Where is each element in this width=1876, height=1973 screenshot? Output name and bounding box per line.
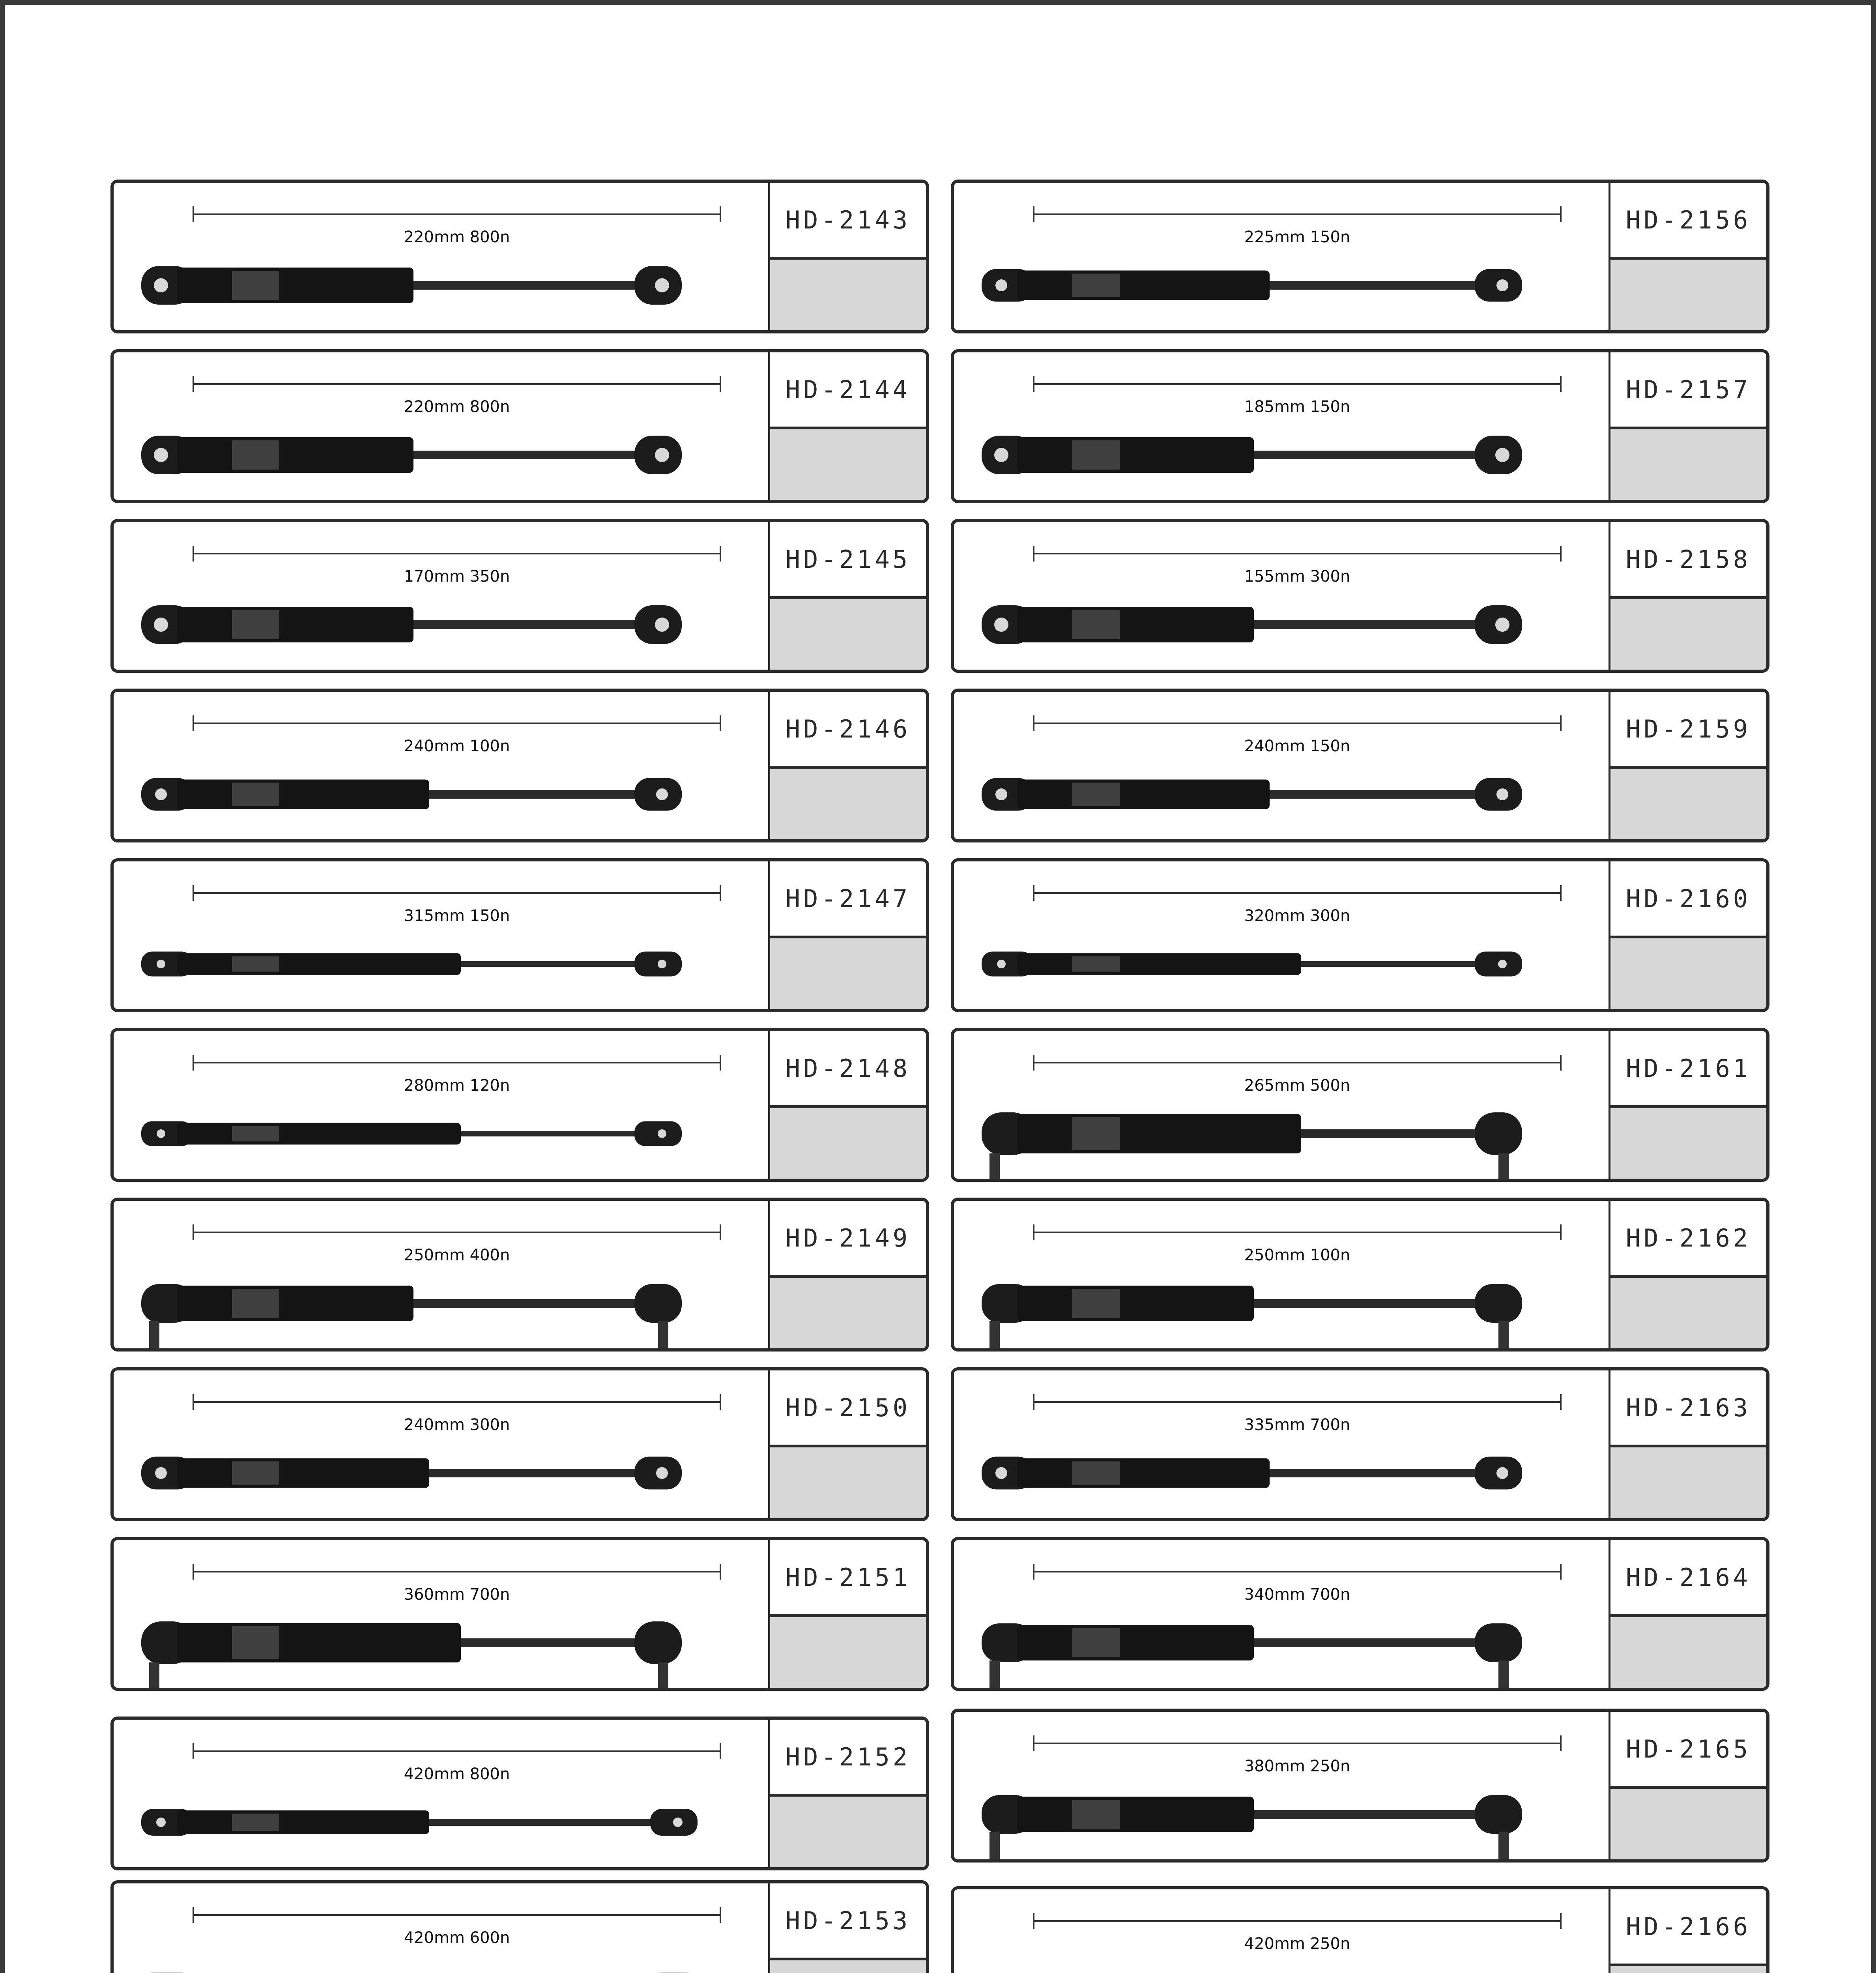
product-card [951, 349, 1769, 503]
gas-spring-image [954, 921, 1585, 1011]
gas-spring-image [954, 751, 1585, 842]
product-card [951, 180, 1769, 333]
part-number: HD-2156 [1625, 205, 1751, 234]
part-number-panel [1609, 1540, 1766, 1688]
length-force-spec: 220mm 800n [404, 398, 510, 416]
part-number-cell [770, 1883, 926, 1960]
length-force-spec: 280mm 120n [404, 1076, 510, 1095]
part-number: HD-2153 [785, 1906, 911, 1935]
dimension-line [1033, 376, 1562, 392]
gas-spring-image [114, 1779, 745, 1870]
length-force-spec: 360mm 700n [404, 1586, 510, 1604]
part-number: HD-2165 [1625, 1734, 1751, 1763]
dimension-line [1033, 546, 1562, 562]
product-card [110, 689, 929, 842]
product-card [110, 1717, 929, 1870]
part-number: HD-2145 [785, 545, 911, 574]
part-number: HD-2164 [1625, 1563, 1751, 1592]
product-card [110, 1537, 929, 1691]
dimension-line [193, 885, 721, 901]
page-border-right [1871, 0, 1876, 1973]
part-number-cell [770, 1720, 926, 1797]
product-card [110, 1028, 929, 1182]
length-force-spec: 155mm 300n [1244, 567, 1350, 586]
dimension-line [1033, 206, 1562, 222]
page-border-top [0, 0, 1876, 5]
product-card [110, 858, 929, 1012]
dimension-line [1033, 885, 1562, 901]
dimension-line [193, 206, 721, 222]
part-number-cell [1610, 522, 1766, 599]
part-number-panel [768, 1540, 926, 1688]
part-number-panel [1609, 692, 1766, 839]
part-number: HD-2161 [1625, 1054, 1751, 1083]
part-number: HD-2147 [785, 884, 911, 913]
gas-spring-image [954, 1430, 1585, 1520]
part-number-panel [1609, 522, 1766, 670]
length-force-spec: 320mm 300n [1244, 907, 1350, 925]
part-number-panel [768, 522, 926, 670]
part-number-cell [1610, 692, 1766, 769]
part-number-cell [770, 1031, 926, 1108]
product-card [951, 1537, 1769, 1691]
product-card [951, 1028, 1769, 1182]
part-number-panel [768, 1370, 926, 1518]
part-number-panel [768, 692, 926, 839]
part-number: HD-2162 [1625, 1223, 1751, 1252]
part-number-panel [1609, 1712, 1766, 1859]
gas-spring-image [114, 242, 745, 333]
part-number-panel [1609, 183, 1766, 330]
part-number-cell [770, 861, 926, 938]
part-number-cell [1610, 352, 1766, 429]
part-number: HD-2166 [1625, 1912, 1751, 1941]
gas-spring-image [114, 1090, 745, 1181]
dimension-line [1033, 715, 1562, 731]
part-number-panel [1609, 1201, 1766, 1348]
product-card [110, 1880, 929, 1973]
part-number-cell [770, 692, 926, 769]
part-number-cell [770, 183, 926, 260]
length-force-spec: 380mm 250n [1244, 1757, 1350, 1775]
part-number-panel [768, 861, 926, 1009]
dimension-line [1033, 1224, 1562, 1240]
product-card [951, 1709, 1769, 1863]
length-force-spec: 220mm 800n [404, 228, 510, 246]
dimension-line [193, 546, 721, 562]
product-card [951, 1198, 1769, 1352]
gas-spring-image [114, 1260, 745, 1351]
gas-spring-image [114, 751, 745, 842]
dimension-line [193, 715, 721, 731]
length-force-spec: 225mm 150n [1244, 228, 1350, 246]
part-number: HD-2158 [1625, 545, 1751, 574]
part-number: HD-2151 [785, 1563, 911, 1592]
part-number: HD-2152 [785, 1742, 911, 1771]
part-number: HD-2157 [1625, 375, 1751, 404]
product-card [951, 1886, 1769, 1973]
length-force-spec: 170mm 350n [404, 567, 510, 586]
part-number: HD-2146 [785, 714, 911, 743]
gas-spring-image [954, 1949, 1585, 1973]
gas-spring-image [954, 1090, 1585, 1181]
product-card [110, 1198, 929, 1352]
part-number-cell [1610, 1889, 1766, 1966]
part-number: HD-2160 [1625, 884, 1751, 913]
part-number-cell [1610, 1370, 1766, 1447]
part-number: HD-2163 [1625, 1393, 1751, 1422]
part-number-cell [770, 1370, 926, 1447]
gas-spring-image [954, 1599, 1585, 1690]
part-number-cell [770, 352, 926, 429]
dimension-line [193, 1055, 721, 1071]
part-number-panel [768, 183, 926, 330]
product-card [110, 1367, 929, 1521]
gas-spring-image [114, 921, 745, 1011]
dimension-line [193, 1564, 721, 1580]
part-number-panel [1609, 1031, 1766, 1179]
dimension-line [1033, 1913, 1562, 1929]
dimension-line [193, 1743, 721, 1759]
part-number-panel [768, 352, 926, 500]
length-force-spec: 185mm 150n [1244, 398, 1350, 416]
part-number: HD-2148 [785, 1054, 911, 1083]
part-number-cell [1610, 1540, 1766, 1617]
gas-spring-image [954, 581, 1585, 672]
part-number-panel [768, 1031, 926, 1179]
product-card [951, 858, 1769, 1012]
length-force-spec: 250mm 400n [404, 1246, 510, 1264]
dimension-line [193, 1907, 721, 1923]
product-card [951, 519, 1769, 673]
part-number: HD-2149 [785, 1223, 911, 1252]
part-number-cell [1610, 861, 1766, 938]
gas-spring-image [114, 1599, 745, 1690]
length-force-spec: 340mm 700n [1244, 1586, 1350, 1604]
dimension-line [1033, 1394, 1562, 1410]
part-number-panel [768, 1883, 926, 1973]
product-card [110, 349, 929, 503]
length-force-spec: 265mm 500n [1244, 1076, 1350, 1095]
gas-spring-image [954, 1771, 1585, 1862]
gas-spring-image [954, 412, 1585, 502]
part-number-cell [770, 1540, 926, 1617]
part-number-panel [1609, 861, 1766, 1009]
part-number: HD-2159 [1625, 714, 1751, 743]
part-number-cell [1610, 1712, 1766, 1789]
dimension-line [1033, 1055, 1562, 1071]
length-force-spec: 250mm 100n [1244, 1246, 1350, 1264]
length-force-spec: 420mm 800n [404, 1765, 510, 1783]
part-number-cell [1610, 183, 1766, 260]
dimension-line [193, 1224, 721, 1240]
part-number-panel [1609, 1370, 1766, 1518]
part-number-panel [1609, 1889, 1766, 1973]
product-card [110, 180, 929, 333]
product-card [951, 689, 1769, 842]
part-number-cell [770, 1201, 926, 1278]
length-force-spec: 335mm 700n [1244, 1416, 1350, 1434]
part-number-panel [1609, 352, 1766, 500]
part-number-panel [768, 1720, 926, 1867]
product-card [951, 1367, 1769, 1521]
length-force-spec: 420mm 250n [1244, 1935, 1350, 1953]
part-number-cell [1610, 1201, 1766, 1278]
product-card [110, 519, 929, 673]
gas-spring-image [954, 242, 1585, 333]
gas-spring-image [114, 1943, 745, 1973]
dimension-line [1033, 1735, 1562, 1751]
dimension-line [193, 1394, 721, 1410]
length-force-spec: 420mm 600n [404, 1929, 510, 1947]
gas-spring-image [114, 1430, 745, 1520]
gas-spring-image [954, 1260, 1585, 1351]
part-number: HD-2150 [785, 1393, 911, 1422]
part-number-panel [768, 1201, 926, 1348]
part-number: HD-2143 [785, 205, 911, 234]
dimension-line [193, 376, 721, 392]
length-force-spec: 240mm 300n [404, 1416, 510, 1434]
part-number-cell [770, 522, 926, 599]
length-force-spec: 240mm 100n [404, 737, 510, 755]
part-number: HD-2144 [785, 375, 911, 404]
dimension-line [1033, 1564, 1562, 1580]
length-force-spec: 240mm 150n [1244, 737, 1350, 755]
page-border-left [0, 0, 5, 1973]
gas-spring-image [114, 412, 745, 502]
length-force-spec: 315mm 150n [404, 907, 510, 925]
part-number-cell [1610, 1031, 1766, 1108]
gas-spring-image [114, 581, 745, 672]
